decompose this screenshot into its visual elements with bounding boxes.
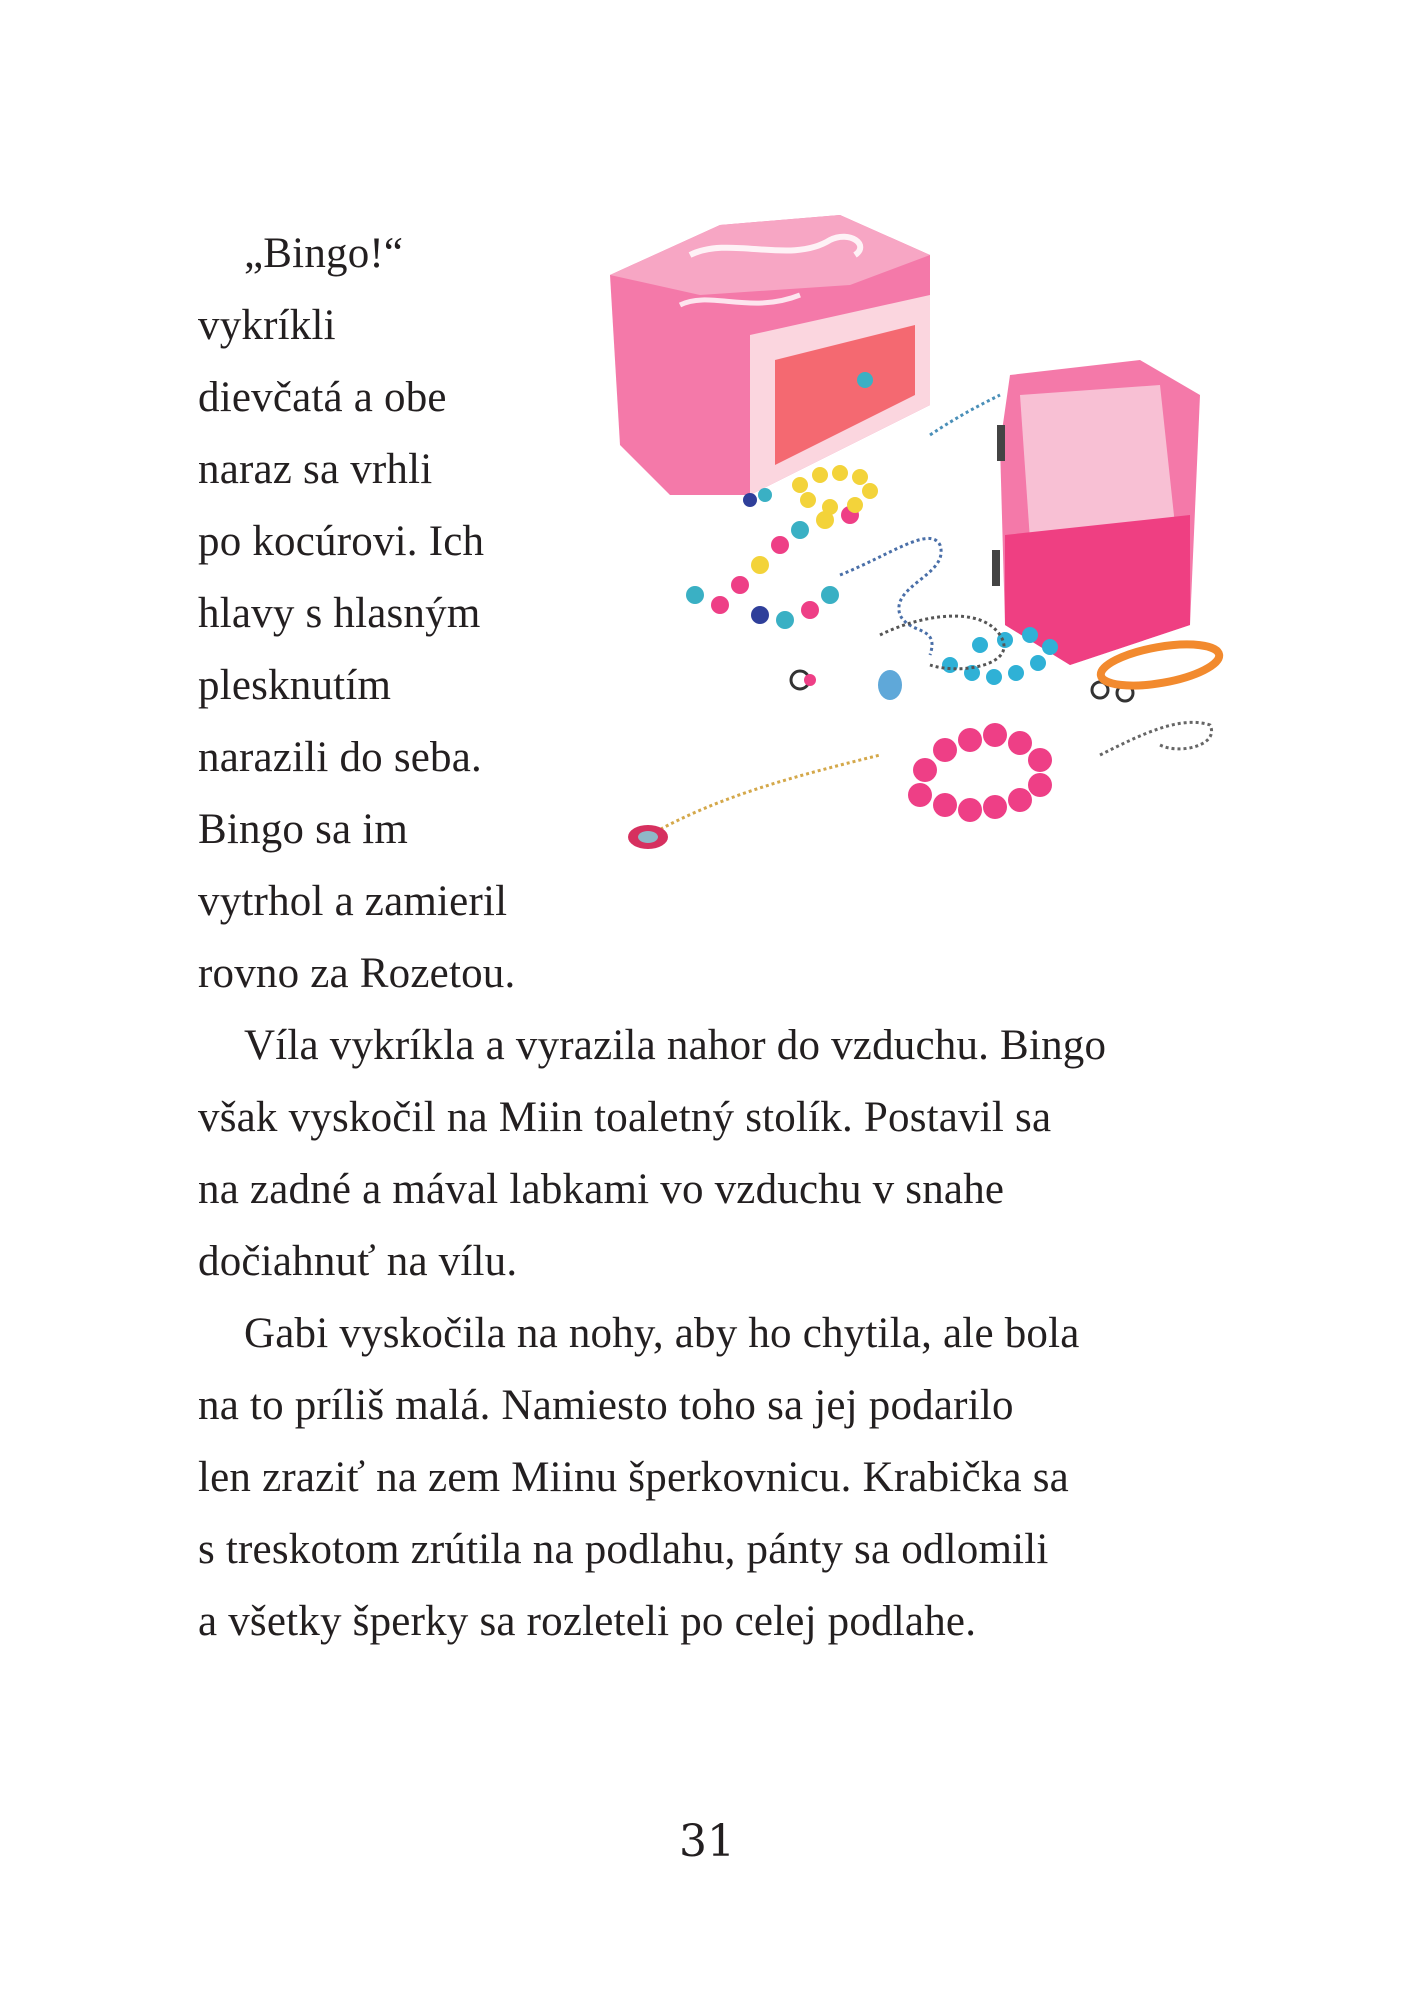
text-line: s treskotom zrútila na podlahu, pánty sa odlomili — [198, 1526, 1049, 1573]
jewelry-box-lid — [610, 215, 930, 495]
text-line: dievčatá a obe — [198, 374, 447, 421]
text-line: naraz sa vrhli — [198, 446, 433, 493]
text-line: Víla vykríkla a vyrazila nahor do vzduchu. Bingo — [244, 1022, 1107, 1069]
page-number: 31 — [679, 1816, 735, 1867]
jewelry-box-illustration — [600, 195, 1240, 875]
text-line: rovno za Rozetou. — [198, 950, 516, 997]
text-line: „Bingo!“ — [244, 230, 404, 277]
text-line: hlavy s hlasným — [198, 590, 481, 637]
text-line: len zraziť na zem Miinu šperkovnicu. Krabička sa — [198, 1454, 1069, 1501]
jewelry-box-base — [992, 360, 1200, 665]
text-line: plesknutím — [198, 662, 392, 709]
text-line: vykríkli — [198, 302, 336, 349]
text-line: dočiahnuť na vílu. — [198, 1238, 518, 1285]
text-line: na to príliš malá. Namiesto toho sa jej podarilo — [198, 1382, 1014, 1429]
text-line: narazili do seba. — [198, 734, 482, 781]
text-line: Gabi vyskočila na nohy, aby ho chytila, ale bola — [244, 1310, 1080, 1357]
text-line: vytrhol a zamieril — [198, 878, 508, 925]
text-line: a všetky šperky sa rozleteli po celej podlahe. — [198, 1598, 977, 1645]
text-line: po kocúrovi. Ich — [198, 518, 485, 565]
text-line: však vyskočil na Miin toaletný stolík. Postavil sa — [198, 1094, 1052, 1141]
text-line: na zadné a mával labkami vo vzduchu v snahe — [198, 1166, 1005, 1213]
text-line: Bingo sa im — [198, 806, 409, 853]
